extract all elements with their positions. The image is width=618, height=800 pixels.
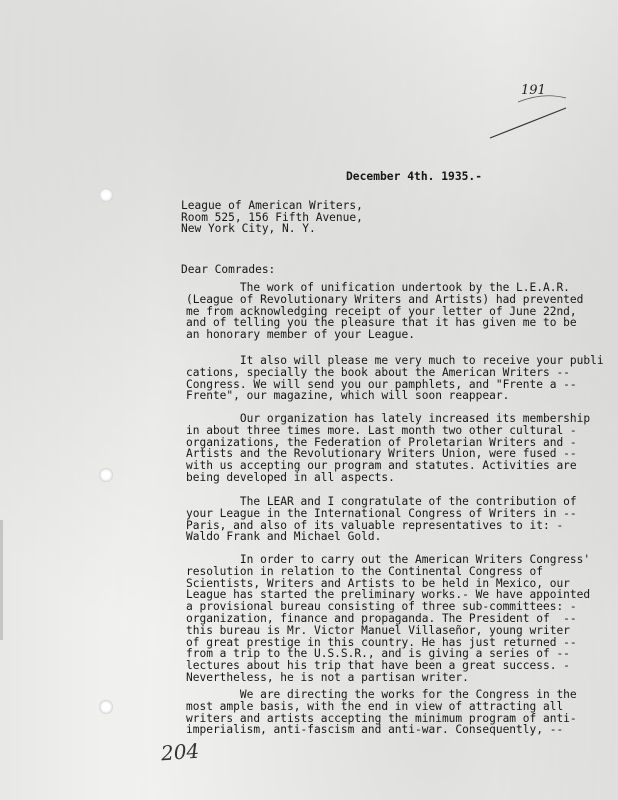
text-line: being developed in all aspects. [186, 470, 395, 484]
text-line: Paris, and also of its valuable representatives to it: - [186, 518, 564, 532]
text-line: imperialism, anti-fascism and anti-war. Consequently, -- [186, 723, 564, 737]
punch-hole-top [99, 188, 113, 202]
pen-stroke-icon [488, 90, 568, 140]
text-line: Congress. We will send you our pamphlets, and "Frente a -- [186, 377, 577, 391]
salutation: Dear Comrades: [181, 263, 276, 276]
text-line: writers and artists accepting the minimum program of anti- [186, 711, 577, 725]
paragraph-4 [186, 496, 577, 543]
text-line: organizations, the Federation of Proletarian Writers and - [186, 435, 577, 449]
text-line: (League of Revolutionary Writers and Artists) had prevented [186, 292, 584, 306]
text-line: a provisional bureau consisting of three sub-committees: - [186, 600, 577, 614]
handwritten-annotation: 204 [160, 738, 200, 766]
text-line: Scientists, Writers and Artists to be held in Mexico, our [186, 576, 570, 590]
handwritten-page-number: 191 [521, 83, 546, 98]
text-line: most ample basis, with the end in view of attracting all [186, 699, 564, 713]
text-line: Waldo Frank and Michael Gold. [186, 530, 382, 544]
punch-hole-middle [99, 468, 113, 482]
text-line: this bureau is Mr. Victor Manuel Villaseñor, young writer [186, 623, 570, 637]
text-line: In order to carry out the American Writers Congress' [186, 553, 591, 566]
text-line: Artists and the Revolutionary Writers Union, were fused -- [186, 447, 577, 461]
text-line: We are directing the works for the Congress in the [186, 688, 577, 701]
address-line: Room 525, 156 Fifth Avenue, [181, 210, 363, 224]
text-line: League has started the preliminary works.- We have appointed [186, 588, 591, 602]
text-line: resolution in relation to the Continental Congress of [186, 564, 543, 578]
text-line: lectures about his trip that have been a great success. - [186, 659, 570, 673]
text-line: an honorary member of your League. [186, 328, 416, 342]
letter-date: December 4th. 1935.- [346, 170, 483, 183]
text-line: Our organization has lately increased its membership [186, 412, 591, 425]
paragraph-5 [186, 554, 590, 684]
text-line: and of telling you the pleasure that it has given me to be [186, 316, 577, 330]
scan-edge-mark [0, 520, 3, 640]
text-line: Nevertheless, he is not a partisan writer. [186, 670, 469, 684]
address-line: League of American Writers, [181, 199, 363, 212]
text-line: The work of unification undertook by the L.E.A.R. [186, 281, 570, 294]
punch-hole-bottom [99, 700, 113, 714]
text-line: Frente", our magazine, which will soon reappear. [186, 389, 510, 403]
paragraph-1 [186, 282, 583, 341]
recipient-address [181, 200, 363, 235]
paragraph-3 [186, 413, 590, 484]
text-line: in about three times more. Last month two other cultural - [186, 423, 577, 437]
text-line: with us accepting our program and statutes. Activities are [186, 459, 577, 473]
text-line: organization, finance and propaganda. The President of -- [186, 611, 577, 625]
text-line: of great prestige in this country. He has just returned -- [186, 635, 577, 649]
text-line: The LEAR and I congratulate of the contribution of [186, 495, 577, 508]
text-line: from a trip to the U.S.S.R., and is giving a series of -- [186, 647, 570, 661]
text-line: cations, specially the book about the American Writers -- [186, 365, 570, 379]
paragraph-2 [186, 355, 604, 402]
address-line: New York City, N. Y. [181, 222, 316, 236]
text-line: your League in the International Congress of Writers in -- [186, 506, 577, 520]
text-line: me from acknowledging receipt of your letter of June 22nd, [186, 304, 577, 318]
text-line: It also will please me very much to receive your publi [186, 354, 604, 367]
paragraph-6 [186, 689, 577, 736]
